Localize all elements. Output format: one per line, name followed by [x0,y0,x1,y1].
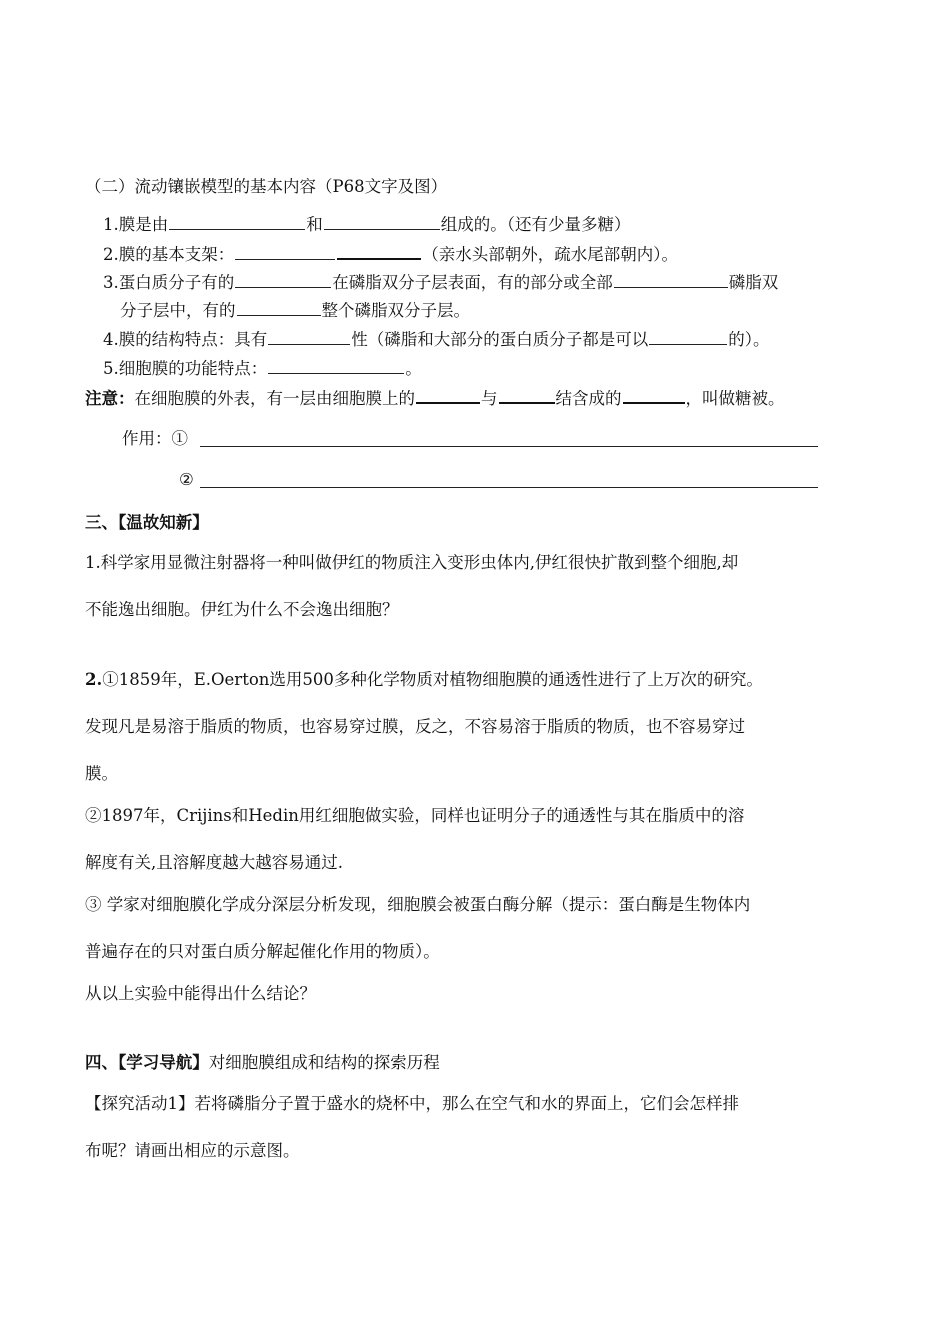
blank-field[interactable] [337,242,421,260]
blank-field[interactable] [649,328,727,345]
blank-field[interactable] [169,213,305,230]
paragraph-2-line2: 发现凡是易溶于脂质的物质，也容易穿过膜，反之，不容易溶于脂质的物质，也不容易穿过 [85,717,745,736]
question-3-line1: 3.蛋白质分子有的 在磷脂双分子层表面，有的部分或全部 磷脂双 [103,273,779,292]
answer-line-2[interactable] [200,487,818,488]
question-2: 2.膜的基本支架： （亲水头部朝外，疏水尾部朝内）。 [103,242,678,266]
paragraph-2-line3: 膜。 [85,764,118,783]
blank-field[interactable] [499,386,555,404]
paragraph-1-line1: 1.科学家用显微注射器将一种叫做伊红的物质注入变形虫体内,伊红很快扩散到整个细胞,却 [85,553,739,572]
question-4: 4.膜的结构特点：具有 性（磷脂和大部分的蛋白质分子都是可以 的）。 [103,330,770,349]
blank-field[interactable] [416,386,480,404]
function-label: 作用：① [122,429,188,448]
paragraph-1-line2: 不能逸出细胞。伊红为什么不会逸出细胞？ [85,600,399,619]
paragraph-2-line6: ③ 学家对细胞膜化学成分深层分析发现，细胞膜会被蛋白酶分解（提示：蛋白酶是生物体内 [85,895,751,914]
blank-field[interactable] [268,328,350,345]
question-1: 1.膜是由 和 组成的。（还有少量多糖） [103,215,631,234]
note: 注意：在细胞膜的外表，有一层由细胞膜上的 与 结含成的 ，叫做糖被。 [85,386,785,410]
blank-field[interactable] [623,386,685,404]
section2-title: （二）流动镶嵌模型的基本内容（P68文字及图） [85,177,448,196]
blank-field[interactable] [324,213,440,230]
blank-field[interactable] [268,357,404,374]
blank-field[interactable] [237,299,321,316]
blank-field[interactable] [235,271,331,288]
paragraph-2-line4: ②1897年，Crijins和Hedin用红细胞做实验，同样也证明分子的通透性与其在脂质中的溶 [85,806,745,825]
blank-field[interactable] [235,243,335,260]
paragraph-2-line7: 普遍存在的只对蛋白质分解起催化作用的物质）。 [85,942,440,961]
activity-line1: 【探究活动1】若将磷脂分子置于盛水的烧杯中，那么在空气和水的界面上，它们会怎样排 [85,1094,739,1113]
question-3-line2: 分子层中，有的 整个磷脂双分子层。 [120,301,470,320]
answer-line-1[interactable] [200,446,818,447]
question-5: 5.细胞膜的功能特点： 。 [103,359,422,378]
paragraph-2-line5: 解度有关,且溶解度越大越容易通过. [85,853,343,872]
paragraph-2-line1: 2.①1859年，E.Oerton选用500多种化学物质对植物细胞膜的通透性进行了上万次的研究。 [85,670,763,689]
activity-line2: 布呢？请画出相应的示意图。 [85,1141,300,1160]
section4-heading: 四、【学习导航】对细胞膜组成和结构的探索历程 [85,1053,440,1072]
section3-heading: 三、【温故知新】 [85,513,209,532]
paragraph-2-line8: 从以上实验中能得出什么结论？ [85,984,316,1003]
function-second: ② [179,470,194,489]
blank-field[interactable] [614,271,728,288]
